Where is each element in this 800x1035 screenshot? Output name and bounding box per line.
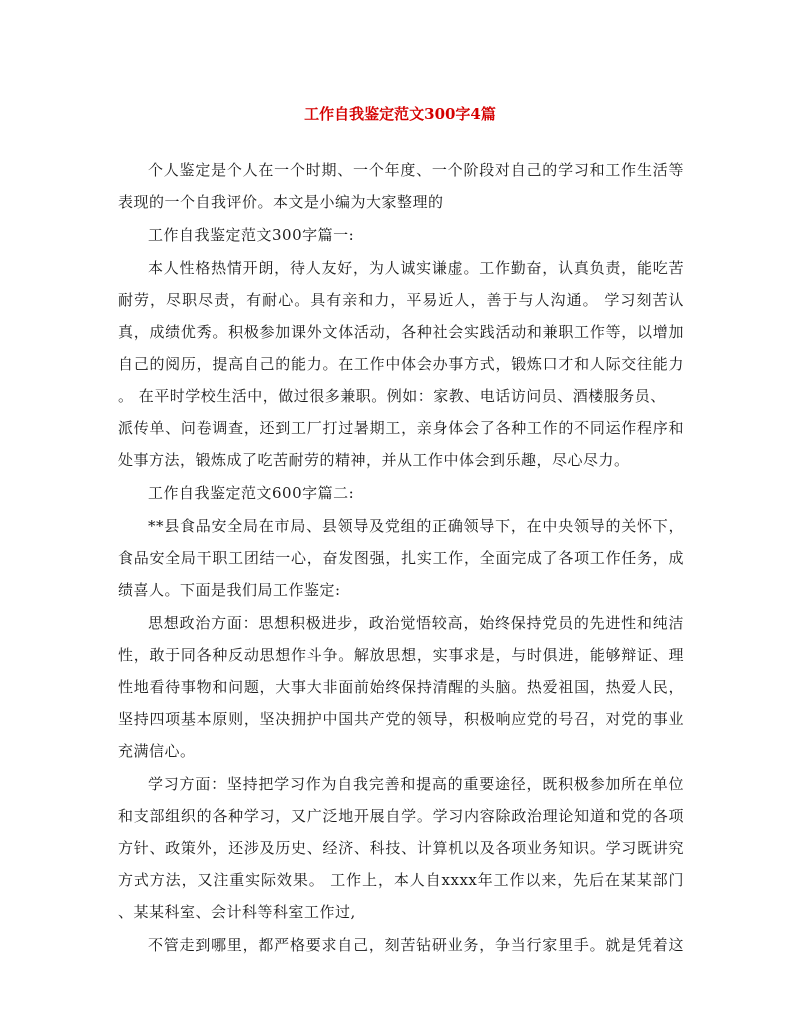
paragraph-line: 坚持四项基本原则，坚决拥护中国共产党的领导，积极响应党的号召，对党的事业 — [118, 710, 684, 728]
paragraph-line: 食品安全局干职工团结一心，奋发图强，扎实工作，全面完成了各项工作任务，成 — [118, 549, 684, 567]
paragraph-line: 思想政治方面：思想积极进步，政治觉悟较高，始终保持党员的先进性和纯洁 — [148, 614, 684, 632]
paragraph-line: 和支部组织的各种学习，又广泛地开展自学。学习内容除政治理论知道和党的各项 — [118, 807, 684, 825]
paragraph-line: 本人性格热情开朗，待人友好，为人诚实谦虚。工作勤奋，认真负责，能吃苦 — [148, 259, 684, 277]
paragraph-line: 。 在平时学校生活中，做过很多兼职。例如：家教、电话访问员、酒楼服务员、 — [118, 387, 666, 405]
paragraph-line: 个人鉴定是个人在一个时期、一个年度、一个阶段对自己的学习和工作生活等 — [148, 161, 684, 179]
paragraph-line: 真，成绩优秀。积极参加课外文体活动，各种社会实践活动和兼职工作等，以增加 — [118, 323, 684, 341]
section-heading: 工作自我鉴定范文600字篇二: — [148, 484, 355, 502]
paragraph-line: 自己的阅历，提高自己的能力。在工作中体会办事方式，锻炼口才和人际交往能力 — [118, 355, 684, 373]
section-heading: 工作自我鉴定范文300字篇一: — [148, 226, 355, 244]
paragraph-line: 派传单、问卷调查，还到工厂打过暑期工，亲身体会了各种工作的不同运作程序和 — [118, 419, 684, 437]
paragraph-line: 学习方面：坚持把学习作为自我完善和提高的重要途径，既积极参加所在单位 — [148, 775, 684, 793]
paragraph-line: 绩喜人。下面是我们局工作鉴定: — [118, 581, 341, 599]
paragraph-line: 表现的一个自我评价。本文是小编为大家整理的 — [118, 193, 444, 211]
paragraph-line: 方式方法，又注重实际效果。 工作上，本人自xxxx年工作以来，先后在某某部门 — [118, 871, 684, 889]
paragraph-line: 处事方法，锻炼成了吃苦耐劳的精神，并从工作中体会到乐趣，尽心尽力。 — [118, 451, 630, 469]
paragraph-line: 性，敢于同各种反动思想作斗争。解放思想，实事求是，与时俱进，能够辩证、理 — [118, 646, 684, 664]
paragraph-line: 、某某科室、会计科等科室工作过, — [118, 903, 356, 921]
paragraph-line: 性地看待事物和问题，大事大非面前始终保持清醒的头脑。热爱祖国，热爱人民， — [118, 678, 684, 696]
paragraph-line: 不管走到哪里，都严格要求自己，刻苦钻研业务，争当行家里手。就是凭着这 — [148, 936, 684, 954]
document-title: 工作自我鉴定范文300字4篇 — [304, 105, 496, 123]
paragraph-line: 充满信心。 — [118, 742, 196, 760]
paragraph-line: **县食品安全局在市局、县领导及党组的正确领导下，在中央领导的关怀下， — [148, 517, 684, 535]
paragraph-line: 耐劳，尽职尽责，有耐心。具有亲和力，平易近人，善于与人沟通。 学习刻苦认 — [118, 291, 684, 309]
paragraph-line: 方针、政策外，还涉及历史、经济、科技、计算机以及各项业务知识。学习既讲究 — [118, 839, 684, 857]
